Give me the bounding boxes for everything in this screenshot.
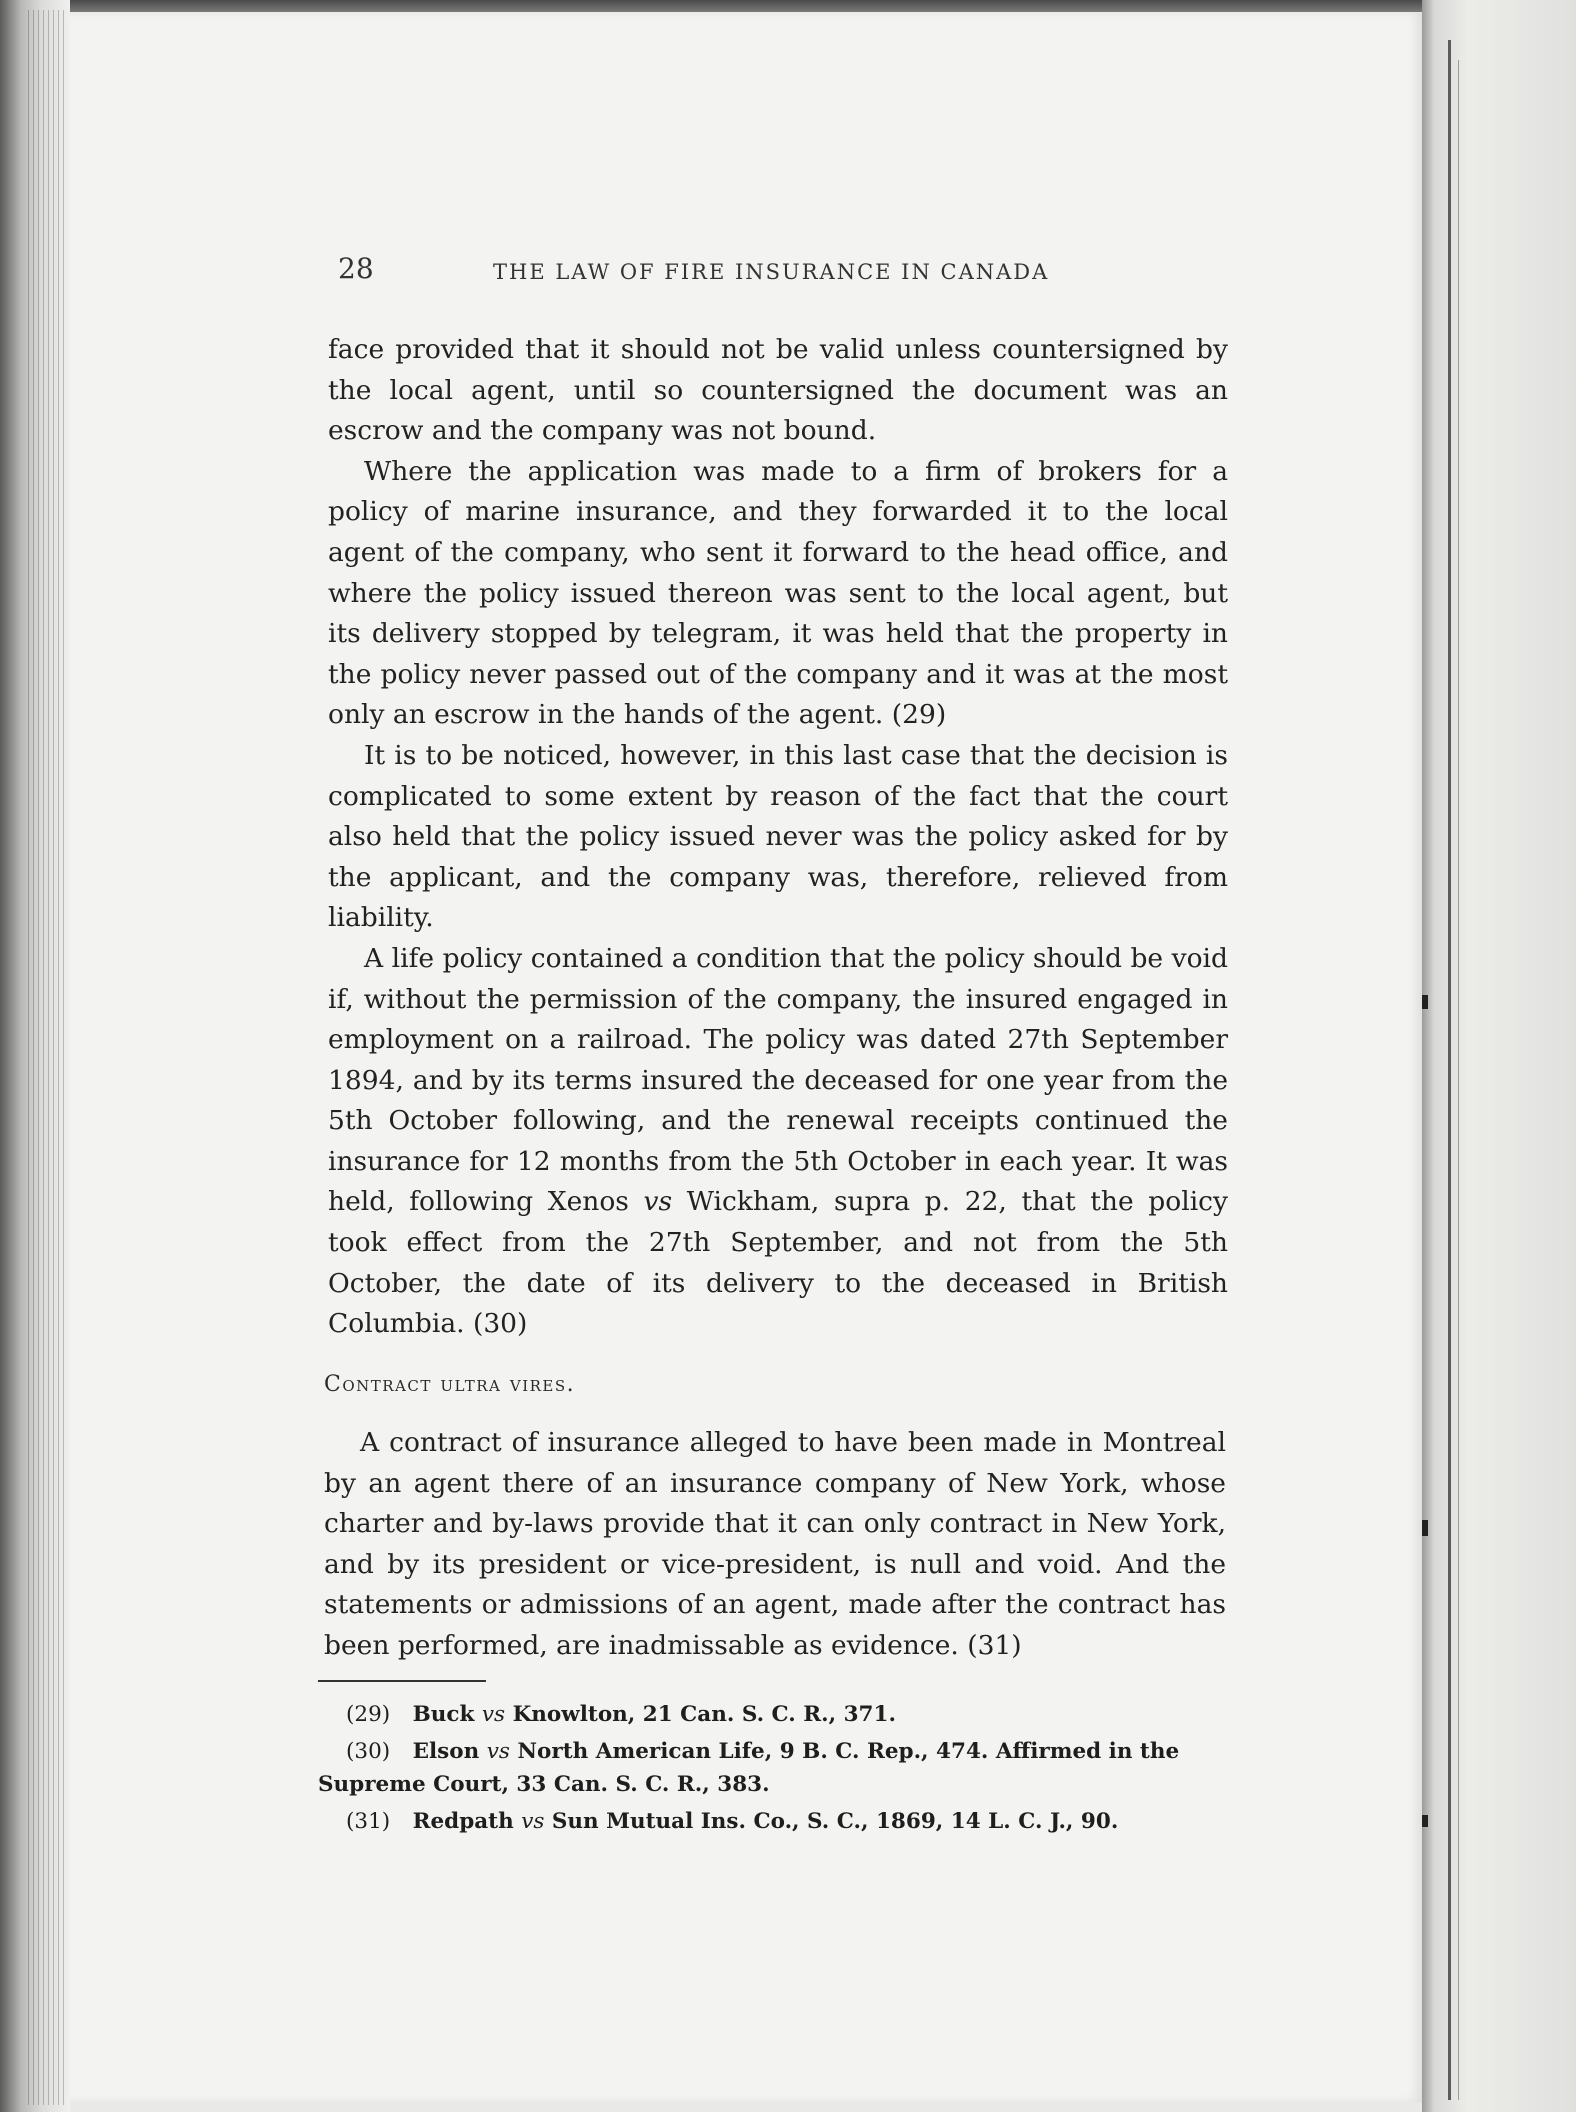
text-run: Wickham, supra p. 22, that the policy took effect from the 27th September, and not from the 5th October, the date of its delivery to the deceased in British Columbia. (30) (328, 1186, 1228, 1340)
text-run: Sun Mutual Ins. Co., S. C., 1869, 14 L. C. J., 90. (544, 1809, 1119, 1834)
text-run: Elson (412, 1739, 487, 1764)
footnote-ref: (29) (346, 1702, 391, 1727)
gutter-line (1448, 40, 1451, 2100)
page-edges-left (28, 10, 68, 2105)
footnotes (318, 1698, 1226, 1842)
page-number: 28 (338, 252, 374, 285)
gutter-line-thin (1458, 60, 1459, 2100)
footnote-ref: (30) (346, 1739, 391, 1764)
paragraph (328, 939, 1228, 1345)
versus-italic: vs (521, 1809, 545, 1834)
edge-mark (1422, 995, 1428, 1009)
body-text (328, 330, 1228, 1345)
section-heading: Contract ultra vires. (324, 1372, 576, 1397)
footnote (318, 1805, 1226, 1838)
footnote (318, 1698, 1226, 1731)
footnote-rule (318, 1680, 486, 1682)
paragraph: It is to be noticed, however, in this last case that the decision is complicated to some extent by reason of the fact that the court also held that the policy issued never was the policy asked for by the applicant, and the company was, therefore, relieved from liability. (328, 739, 1228, 934)
next-page-edge (1422, 0, 1576, 2112)
text-run: Redpath (412, 1809, 522, 1834)
page-header (338, 252, 1218, 292)
text-run: Buck (412, 1702, 482, 1727)
running-head: THE LAW OF FIRE INSURANCE IN CANADA (493, 260, 1050, 284)
text-run: North American Life, 9 B. C. Rep., 474. Affirmed in the Supreme Court, 33 Can. S. C. R., 383. (318, 1739, 1180, 1797)
paragraph: Where the application was made to a firm of brokers for a policy of marine insurance, and they forwarded it to the local agent of the company, who sent it forward to the head office, and where the policy issued thereon was sent to the local agent, but its delivery stopped by telegram, it was held that the property in the policy never passed out of the company and it was at the most only an escrow in the hands of the agent. (29) (328, 455, 1228, 731)
edge-mark (1422, 1815, 1428, 1827)
versus-italic: vs (481, 1702, 506, 1727)
footnote-ref: (31) (346, 1809, 391, 1834)
text-run: A life policy contained a condition that the policy should be void if, without the permission of the company, the insured engaged in employment on a railroad. The policy was dated 27th September 1894, and by its terms insured the deceased for one year from the 5th October following, and the renewal receipts continued the insurance for 12 months from the 5th October in each year. It was held, following Xenos (328, 942, 1228, 1218)
footnote (318, 1735, 1226, 1801)
versus-italic: vs (643, 1186, 673, 1218)
edge-mark (1422, 1520, 1428, 1536)
versus-italic: vs (486, 1739, 510, 1764)
paragraph: face provided that it should not be valid unless countersigned by the local agent, until so countersigned the document was an escrow and the company was not bound. (328, 334, 1228, 447)
paragraph: A contract of insurance alleged to have been made in Montreal by an agent there of an insurance company of New York, whose charter and by-laws provide that it can only contract in New York, and by its president or vice-president, is null and void. And the statements or admissions of an agent, made after the contract has been performed, are inadmissable as evidence. (31) (324, 1427, 1226, 1661)
section-body (324, 1423, 1226, 1667)
text-run: Knowlton, 21 Can. S. C. R., 371. (505, 1702, 896, 1727)
